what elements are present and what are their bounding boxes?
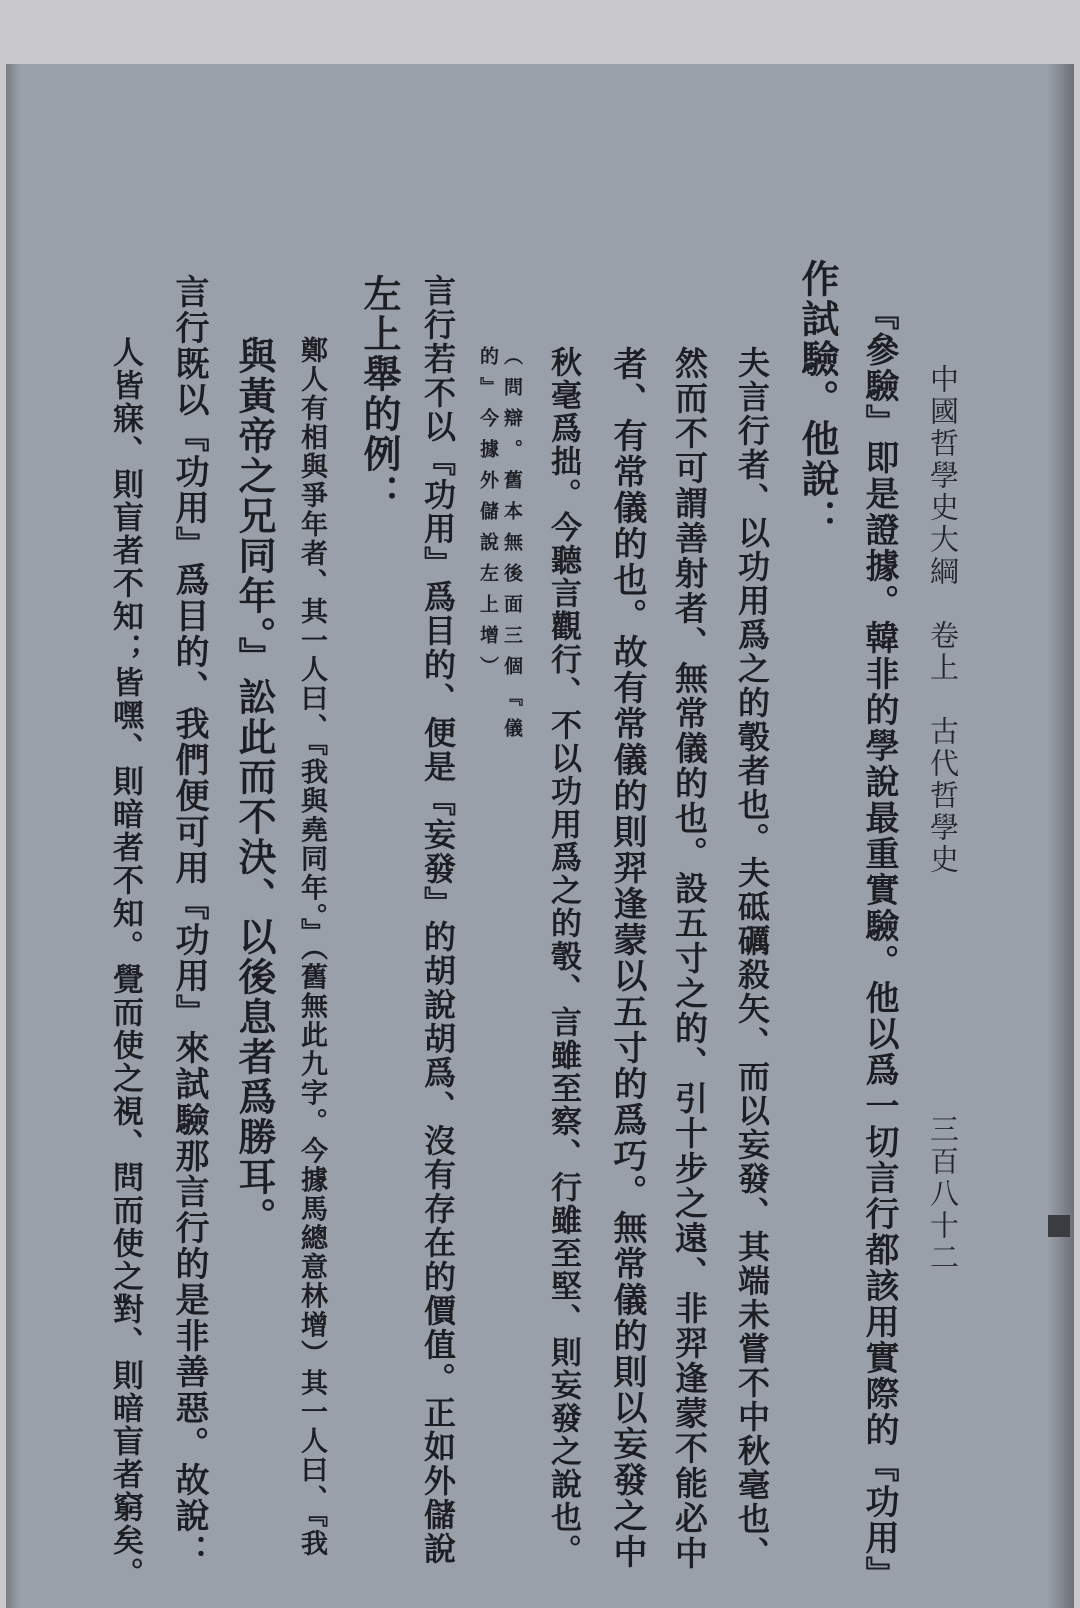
running-head-title: 中國哲學史大綱 卷上 古代哲學史 — [926, 364, 960, 876]
annotation-1-line-b: 的』今據外儲說左上增） — [477, 346, 499, 687]
annotation-1-line-a: （問辯。舊本無後面三個『儀 — [501, 346, 523, 749]
quote-2-line-1: 鄭人有相與爭年者、其一人曰、『我與堯同年。』（舊無此九字。今據馬總意林增）其一人曰、『我 — [296, 336, 327, 1558]
paragraph-2-line-1: 言行若不以『功用』爲目的、便是『妄發』的胡說胡爲、沒有存在的價值。正如外儲說 — [419, 274, 457, 1566]
quote-1-line-4: 秋毫爲拙。今聽言觀行、不以功用爲之的彀、言雖至察、行雖至堅、則妄發之說也。 — [545, 346, 581, 1567]
page-gutter-shadow-right — [1048, 64, 1074, 1608]
quote-3-line-1: 人皆寐、則盲者不知；皆嘿、則暗者不知。覺而使之視、問而使之對、則暗盲者窮矣。 — [107, 336, 143, 1590]
quote-1-line-1: 夫言行者、以功用爲之的彀者也。夫砥礪殺矢、而以妄發、其端未嘗不中秋毫也、 — [733, 346, 771, 1570]
paragraph-3-line-1: 言行既以『功用』爲目的、我們便可用『功用』來試驗那言行的是非善惡。故說： — [169, 274, 209, 1570]
paragraph-1-line-2: 作試驗。他說： — [795, 259, 840, 539]
page-number: 三百八十二 — [926, 1114, 960, 1274]
paragraph-2-line-2: 左上舉的例： — [357, 274, 402, 514]
quote-1-line-3: 者、有常儀的也。故有常儀的則羿逢蒙以五寸的爲巧。無常儀的則以妄發之中 — [607, 346, 647, 1570]
page-gutter-shadow-left — [6, 64, 20, 1608]
book-page — [6, 64, 1074, 1608]
quote-2-line-2: 與黃帝之兄同年。』訟此而不決、以後息者爲勝耳。 — [232, 336, 277, 1237]
scan-edge-marker — [1048, 1215, 1070, 1237]
quote-1-line-2: 然而不可謂善射者、無常儀的也。設五寸之的、引十步之遠、非羿逢蒙不能必中 — [670, 346, 709, 1571]
paragraph-1-line-1: 『參驗』即是證據。韓非的學說最重實驗。他以爲一切言行都該用實際的『功用』 — [859, 296, 899, 1592]
